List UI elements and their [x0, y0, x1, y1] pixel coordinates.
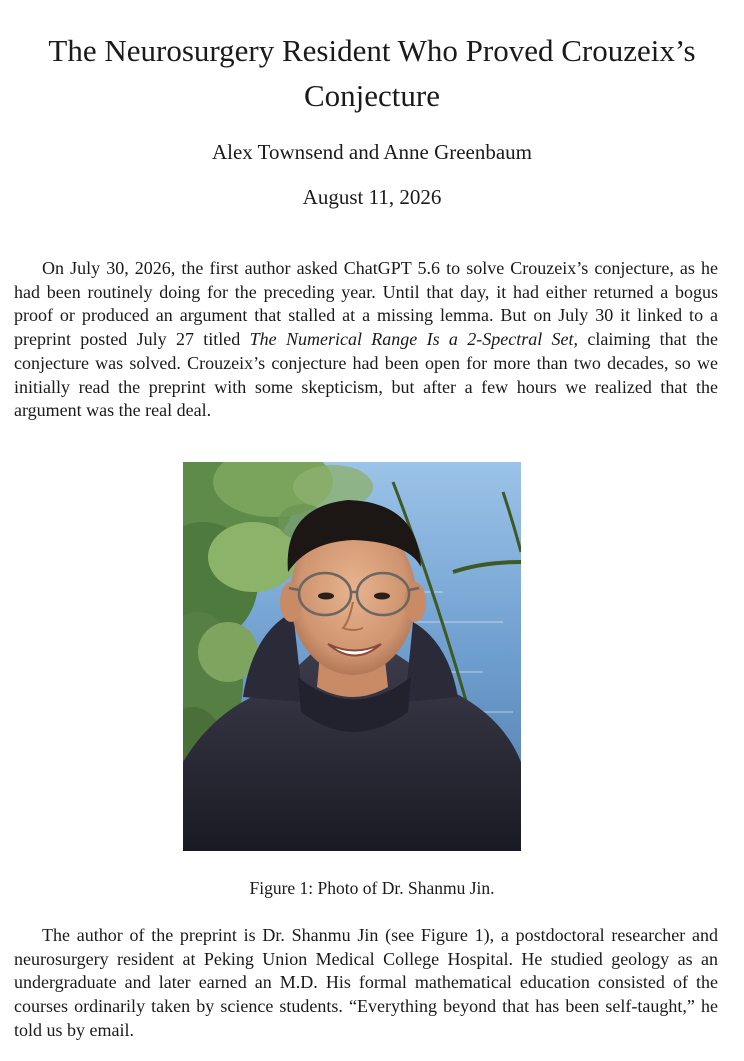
paragraph-author: The author of the preprint is Dr. Shanmu Jin (see Figure 1), a postdoctoral researcher and neurosurgery resident at Peking Union Medical College Hospital. He studied geology as an undergraduate and later earned an M.D. His formal mathematical education consisted of the courses ordinarily taken by science students. “Everything beyond that has been self-taught,” he told us by email. — [14, 925, 718, 1040]
paragraph-intro — [14, 257, 718, 423]
paragraph-intro-text-1: On July 30, 2026, the first author asked ChatGPT 5.6 to solve Crouzeix’s conjecture, as he had been routinely doing for the preceding year. Until that day, it had either returned a bogus proof or produced an argument that stalled at a missing lemma. But on July 30 it linked to a preprint posted July 27 titled — [14, 258, 718, 350]
paper-date: August 11, 2026 — [302, 185, 442, 209]
portrait-image — [183, 462, 521, 851]
paper-authors: Alex Townsend and Anne Greenbaum — [211, 140, 533, 164]
figure-caption: Figure 1: Photo of Dr. Shanmu Jin. — [249, 878, 495, 898]
paper-title: The Neurosurgery Resident Who Proved Crouzeix’s Conjecture — [48, 33, 696, 113]
paragraph-intro-text-2: , claiming that the conjecture was solved. Crouzeix’s conjecture had been open for more than two decades, so we initially read the preprint with some skepticism, but after a few hours we realized that the argument was the real deal. — [14, 329, 718, 421]
figure-photo — [183, 462, 521, 851]
preprint-title: The Numerical Range Is a 2-Spectral Set — [249, 329, 574, 350]
